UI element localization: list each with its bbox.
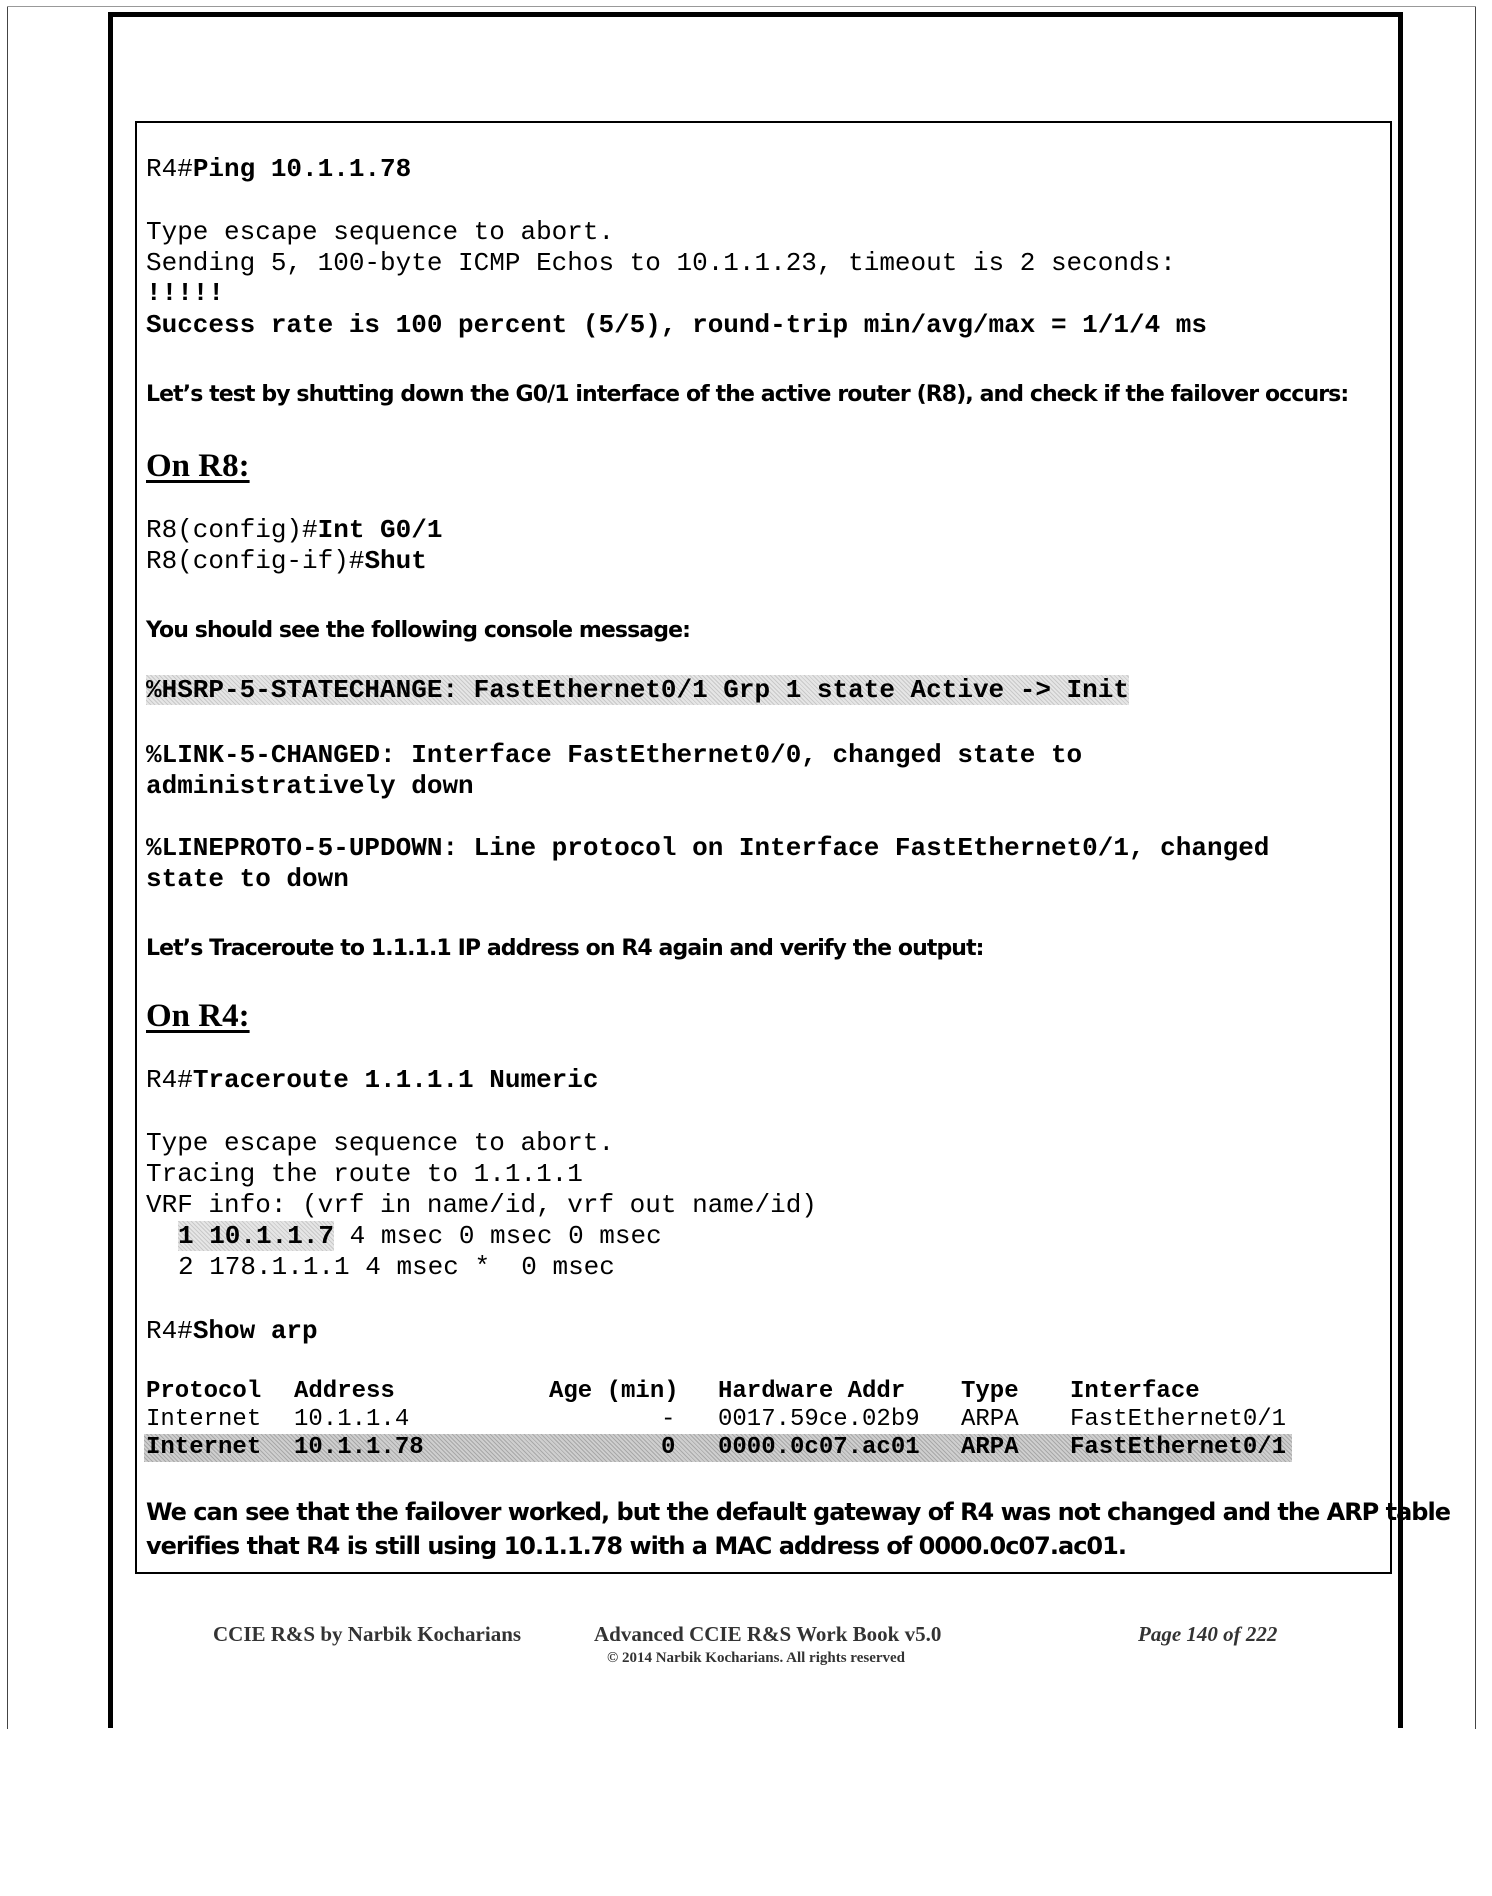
cell-hardware: 0017.59ce.02b9: [718, 1406, 920, 1433]
prompt: R8(config)#: [146, 515, 318, 545]
cell-hardware: 0000.0c07.ac01: [718, 1434, 920, 1461]
hop-times: 4 msec * 0 msec: [349, 1252, 615, 1282]
column-header-age: Age (min): [549, 1378, 679, 1405]
cell-type: ARPA: [961, 1406, 1019, 1433]
hop-times: 4 msec 0 msec 0 msec: [334, 1221, 662, 1251]
cell-age: -: [661, 1406, 676, 1433]
command: Ping 10.1.1.78: [192, 154, 412, 184]
message-text: Line protocol on Interface FastEthernet0/1, changed: [458, 833, 1270, 863]
cell-interface: FastEthernet0/1: [1070, 1434, 1287, 1461]
footer-copyright: © 2014 Narbik Kocharians. All rights reserved: [607, 1650, 906, 1666]
ping-output-line: Type escape sequence to abort.: [146, 217, 615, 247]
ping-command-line: [146, 154, 411, 184]
ping-success-marks: !!!!!: [146, 278, 225, 308]
console-message-link: [146, 740, 1082, 770]
page-edge-left: [7, 7, 8, 1729]
conclusion-text-line: verifies that R4 is still using 10.1.1.78 with a MAC address of 0000.0c07.ac01.: [146, 1532, 1126, 1560]
ping-result-line: Success rate is 100 percent (5/5), round-trip min/avg/max = 1/1/4 ms: [146, 310, 1207, 340]
traceroute-output-line: Type escape sequence to abort.: [146, 1128, 615, 1158]
arp-table-row: [146, 1406, 1296, 1434]
message-tag: %LINEPROTO-5-UPDOWN:: [146, 833, 459, 863]
conclusion-text-line: We can see that the failover worked, but the default gateway of R4 was not changed and the ARP table: [146, 1498, 1450, 1526]
command: Traceroute 1.1.1.1 Numeric: [192, 1065, 599, 1095]
page-edge-top: [7, 6, 1476, 7]
console-message-link-cont: administratively down: [146, 771, 474, 801]
console-message-hsrp: [146, 675, 1129, 705]
prompt: R4#: [146, 1316, 193, 1346]
r8-command-line: [146, 515, 442, 545]
footer-book-title: Advanced CCIE R&S Work Book v5.0: [594, 1622, 942, 1646]
traceroute-output-line: VRF info: (vrf in name/id, vrf out name/id): [146, 1190, 817, 1220]
arp-table-row-highlighted: [144, 1434, 1292, 1462]
footer-author: CCIE R&S by Narbik Kocharians: [213, 1622, 522, 1646]
section-heading-r4: On R4:: [146, 998, 250, 1034]
highlight: [146, 675, 1129, 705]
cell-type: ARPA: [961, 1434, 1019, 1461]
command: Shut: [364, 546, 427, 576]
hop-label: 2 178.1.1.1: [178, 1252, 350, 1282]
page-edge-right: [1475, 7, 1476, 1729]
column-header-type: Type: [961, 1378, 1019, 1405]
console-message-lineproto: [146, 833, 1269, 863]
message-text: Interface FastEthernet0/0, changed state to: [395, 740, 1083, 770]
traceroute-hop: [178, 1252, 615, 1282]
cell-protocol: Internet: [146, 1406, 262, 1433]
footer-page-number: Page 140 of 222: [1138, 1622, 1278, 1646]
column-header-protocol: Protocol: [146, 1378, 262, 1405]
command: Int G0/1: [317, 515, 443, 545]
cell-protocol: Internet: [146, 1434, 262, 1461]
section-heading-r8: On R8:: [146, 448, 250, 484]
console-message-lineproto-cont: state to down: [146, 864, 349, 894]
traceroute-command-line: [146, 1065, 598, 1095]
column-header-address: Address: [294, 1378, 395, 1405]
prompt: R8(config-if)#: [146, 546, 365, 576]
message-tag: %HSRP-5-STATECHANGE:: [146, 675, 459, 705]
column-header-hardware: Hardware Addr: [718, 1378, 906, 1405]
prompt: R4#: [146, 154, 193, 184]
arp-table-header: [146, 1378, 1296, 1406]
prompt: R4#: [146, 1065, 193, 1095]
message-tag: %LINK-5-CHANGED:: [146, 740, 396, 770]
message-text: FastEthernet0/1 Grp 1 state Active -> Init: [458, 675, 1129, 705]
console-intro-text: You should see the following console message:: [146, 618, 690, 643]
intro-text: Let’s test by shutting down the G0/1 interface of the active router (R8), and check if the failover occurs:: [146, 382, 1349, 407]
cell-address: 10.1.1.78: [294, 1434, 424, 1461]
cell-address: 10.1.1.4: [294, 1406, 410, 1433]
ping-output-line: Sending 5, 100-byte ICMP Echos to 10.1.1.23, timeout is 2 seconds:: [146, 248, 1176, 278]
traceroute-output-line: Tracing the route to 1.1.1.1: [146, 1159, 583, 1189]
cell-age: 0: [661, 1434, 676, 1461]
command: Show arp: [192, 1316, 318, 1346]
column-header-interface: Interface: [1070, 1378, 1200, 1405]
show-arp-command-line: [146, 1316, 318, 1346]
r8-command-line: [146, 546, 427, 576]
traceroute-hop: [178, 1221, 662, 1251]
cell-interface: FastEthernet0/1: [1070, 1406, 1287, 1433]
hop-label-highlighted: 1 10.1.1.7: [178, 1221, 335, 1251]
traceroute-intro-text: Let’s Traceroute to 1.1.1.1 IP address on R4 again and verify the output:: [146, 936, 984, 961]
